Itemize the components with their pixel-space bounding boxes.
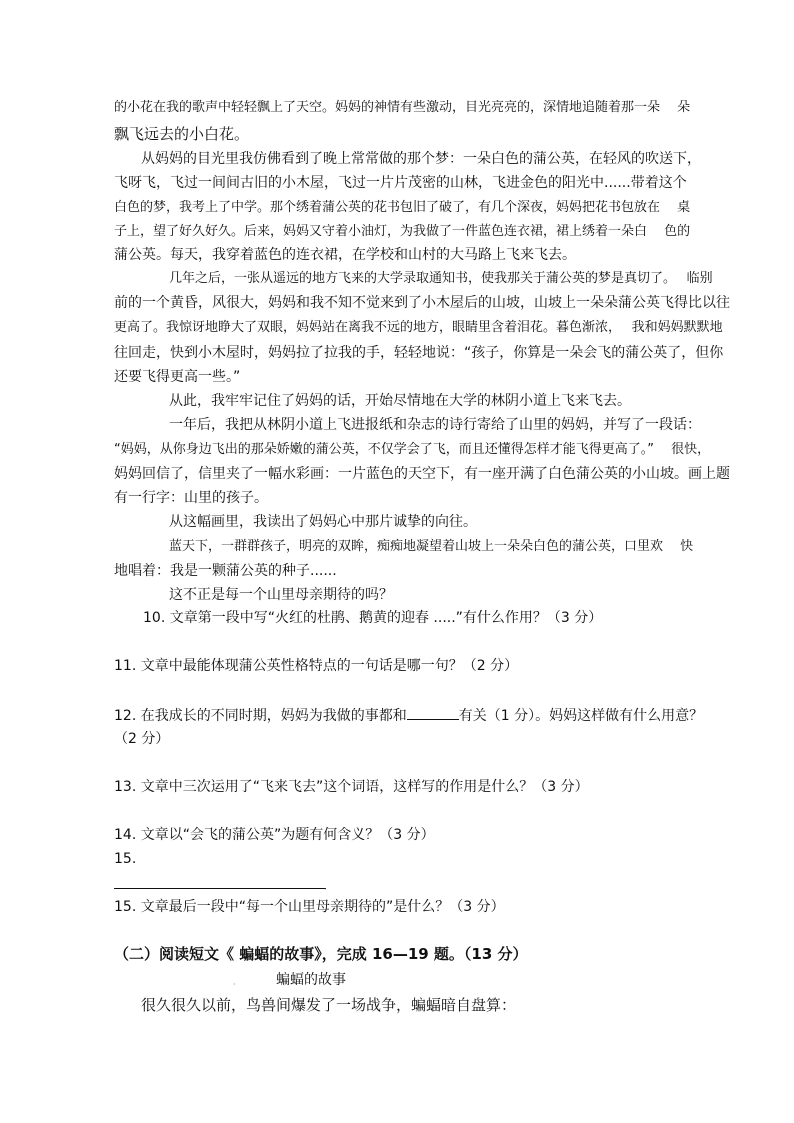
question-12-text-b: 有关（1 分）。妈妈这样做有什么用意？: [458, 708, 704, 724]
passage-line: 子上，望了好久好久。后来，妈妈又守着小油灯，为我做了一件蓝色连衣裙，裙上绣着一朵白 色的: [114, 224, 691, 239]
question-12: [114, 707, 703, 723]
passage-line: 白色的梦，我考上了中学。那个绣着蒲公英的花书包旧了破了，有几个深夜，妈妈把花书包放在 桌: [114, 200, 691, 215]
passage-line: 往回走，快到小木屋时，妈妈拉了拉我的手，轻轻地说：“孩子，你算是一朵会飞的蒲公英了，但你: [114, 345, 724, 361]
passage-line: 飞呀飞，飞过一间间古旧的小木屋，飞过一片片茂密的山林，飞进金色的阳光中......带着这个: [114, 175, 687, 191]
passage-line: 前的一个黄昏，风很大，妈妈和我不知不觉来到了小木屋后的山坡，山坡上一朵朵蒲公英飞得比以往: [114, 295, 730, 311]
passage-line: 从此，我牢牢记住了妈妈的话，开始尽情地在大学的林阴小道上飞来飞去。: [169, 393, 631, 409]
passage-line: 蓝天下，一群群孩子，明亮的双眸，痴痴地凝望着山坡上一朵朵白色的蒲公英，口里欢 快: [169, 539, 694, 554]
question-10: 10. 文章第一段中写“火红的杜鹃、鹅黄的迎春 .....”有什么作用？（3 分）: [143, 610, 603, 626]
passage-line: 妈妈回信了，信里夹了一幅水彩画：一片蓝色的天空下，有一座开满了白色蒲公英的小山坡。画上题: [114, 466, 730, 482]
passage-line: 一年后，我把从林阴小道上飞进报纸和杂志的诗行寄给了山里的妈妈，并写了一段话：: [169, 417, 701, 433]
question-12-points: （2 分）: [114, 731, 170, 747]
passage-line: 这不正是每一个山里母亲期待的吗？: [169, 587, 393, 603]
passage-line: 更高了。我惊讶地睁大了双眼，妈妈站在离我不远的地方，眼睛里含着泪花。暮色渐浓， 我和妈妈默默地: [114, 320, 723, 335]
story-first-line: 很久很久以前，鸟兽间爆发了一场战争，蝙蝠暗自盘算：: [141, 996, 517, 1014]
question-15-number: 15.: [114, 851, 137, 867]
passage-line: 的小花在我的歌声中轻轻飘上了天空。妈妈的神情有些激动，目光亮亮的，深情地追随着那一朵 朵: [114, 100, 691, 115]
answer-blank[interactable]: [407, 707, 459, 720]
question-14: 14. 文章以“会飞的蒲公英”为题有何含义？（3 分）: [114, 827, 435, 843]
passage-line: 飘飞远去的小白花。: [114, 125, 250, 143]
question-11: 11. 文章中最能体现蒲公英性格特点的一句话是哪一句？（2 分）: [114, 658, 519, 674]
question-12-text-a: 12. 在我成长的不同时期，妈妈为我做的事都和: [114, 708, 407, 724]
section-heading: （二）阅读短文《 蝙蝠的故事》，完成 16—19 题。（13 分）: [114, 945, 528, 963]
passage-line: 几年之后，一张从遥远的地方飞来的大学录取通知书，使我那关于蒲公英的梦是真切了。 临别: [169, 271, 713, 286]
story-title: 蝙蝠的故事: [276, 972, 346, 988]
passage-line: “妈妈，从你身边飞出的那朵娇嫩的蒲公英，不仅学会了飞，而且还懂得怎样才能飞得更高了。” 很快，: [114, 442, 711, 457]
mark-dot: ·: [233, 980, 236, 989]
passage-line: 有一行字：山里的孩子。: [114, 490, 268, 506]
passage-line: 从这幅画里，我读出了妈妈心中那片诚挚的向往。: [169, 514, 477, 530]
question-13: 13. 文章中三次运用了“飞来飞去”这个词语，这样写的作用是什么？（3 分）: [114, 779, 589, 795]
passage-line: 地唱着：我是一颗蒲公英的种子......: [114, 563, 337, 579]
question-15: 15. 文章最后一段中“每一个山里母亲期待的”是什么？（3 分）: [114, 899, 505, 915]
passage-line: 还要飞得更高一些。”: [114, 369, 241, 385]
answer-line: [114, 888, 326, 889]
passage-line: 从妈妈的目光里我仿佛看到了晚上常常做的那个梦：一朵白色的蒲公英，在轻风的吹送下，: [141, 151, 701, 167]
passage-line: 蒲公英。每天，我穿着蓝色的连衣裙，在学校和山村的大马路上飞来飞去。: [114, 247, 576, 263]
mark-dot: ·: [324, 885, 327, 894]
